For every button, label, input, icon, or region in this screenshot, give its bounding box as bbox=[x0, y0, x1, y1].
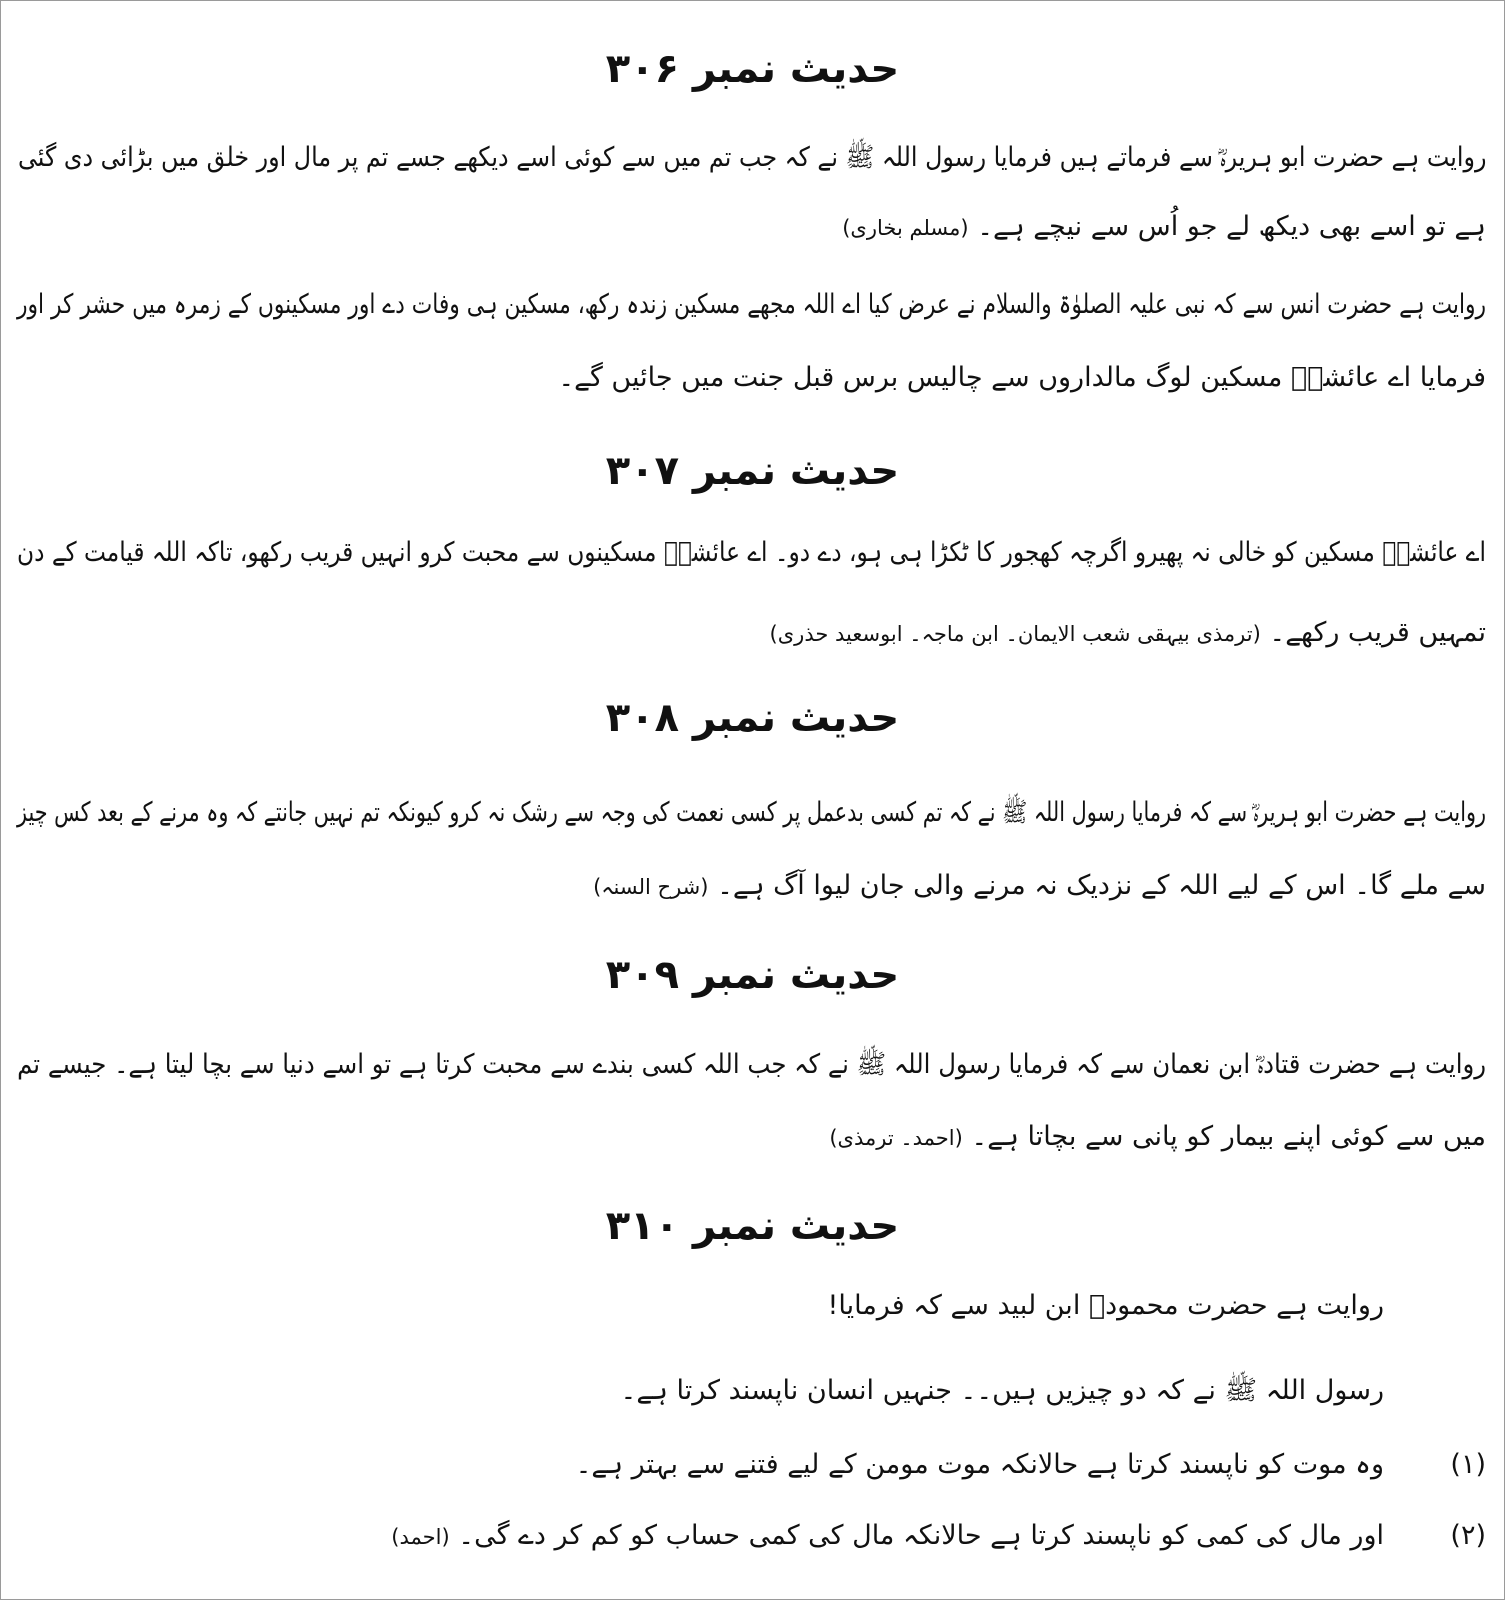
hadith-306-line-3: روایت ہے حضرت انس سے کہ نبی علیہ الصلوٰۃ والسلام نے عرض کیا اے اللہ مجھے مسکین زندہ رکھ، مسکین ہی وفات دے اور مسکینوں کے زمرہ میں حشر کر اور bbox=[16, 289, 1486, 320]
hadith-308-line-2 bbox=[593, 866, 1486, 907]
hadith-306-reference: (مسلم بخاری) bbox=[842, 216, 969, 240]
hadith-310-line-2: رسول اللہ ﷺ نے کہ دو چیزیں ہیں۔۔ جنہیں انسان ناپسند کرتا ہے۔ bbox=[620, 1375, 1384, 1406]
hadith-309-line-2 bbox=[829, 1117, 1486, 1158]
heading-hadith-306: حدیث نمبر ۳۰۶ bbox=[605, 46, 900, 92]
heading-hadith-310: حدیث نمبر ۳۱۰ bbox=[605, 1203, 900, 1249]
hadith-308-line-1: روایت ہے حضرت ابو ہریرہؓ سے کہ فرمایا رسول اللہ ﷺ نے کہ تم کسی بدعمل پر کسی نعمت کی وجہ سے رشک نہ کرو کیونکہ تم نہیں جانتے کہ وہ مرنے کے بعد کس چیز bbox=[17, 797, 1486, 828]
heading-hadith-307: حدیث نمبر ۳۰۷ bbox=[605, 448, 900, 494]
hadith-306-line-1: روایت ہے حضرت ابو ہریرہؓ سے فرماتے ہیں فرمایا رسول اللہ ﷺ نے کہ جب تم میں سے کوئی اسے دیکھے جسے تم پر مال اور خلق میں بڑائی دی گئی bbox=[17, 142, 1486, 173]
hadith-308-reference: (شرح السنہ) bbox=[593, 875, 709, 899]
hadith-306-line-4: فرمایا اے عائشہؓ مسکین لوگ مالداروں سے چالیس برس قبل جنت میں جائیں گے۔ bbox=[558, 362, 1486, 393]
hadith-307-line-2 bbox=[770, 613, 1486, 654]
hadith-309-line-1: روایت ہے حضرت قتادہؓ ابن نعمان سے کہ فرمایا رسول اللہ ﷺ نے کہ جب اللہ کسی بندے سے محبت کرتا ہے تو اسے دنیا سے بچا لیتا ہے۔ جیسے تم bbox=[17, 1049, 1486, 1080]
heading-hadith-308: حدیث نمبر ۳۰۸ bbox=[605, 695, 900, 741]
hadith-307-line-2-text: تمہیں قریب رکھے۔ bbox=[1269, 617, 1486, 648]
hadith-306-line-2 bbox=[842, 207, 1486, 248]
heading-hadith-309: حدیث نمبر ۳۰۹ bbox=[605, 952, 900, 998]
hadith-310-reference: (احمد) bbox=[391, 1525, 450, 1549]
hadith-307-reference: (ترمذی بیہقی شعب الایمان۔ ابن ماجہ۔ ابوسعید حذری) bbox=[769, 622, 1261, 646]
hadith-306-line-2-text: ہے تو اسے بھی دیکھ لے جو اُس سے نیچے ہے۔ bbox=[977, 211, 1486, 242]
hadith-310-item-2 bbox=[391, 1516, 1384, 1557]
hadith-310-item-1-text: وہ موت کو ناپسند کرتا ہے حالانکہ موت مومن کے لیے فتنے سے بہتر ہے۔ bbox=[575, 1449, 1384, 1480]
hadith-310-item-1-number: (۱) bbox=[1450, 1449, 1486, 1480]
hadith-309-reference: (احمد۔ ترمذی) bbox=[829, 1126, 963, 1150]
hadith-310-item-2-text: اور مال کی کمی کو ناپسند کرتا ہے حالانکہ مال کی کمی حساب کو کم کر دے گی۔ bbox=[458, 1520, 1384, 1551]
hadith-308-line-2-text: سے ملے گا۔ اس کے لیے اللہ کے نزدیک نہ مرنے والی جان لیوا آگ ہے۔ bbox=[717, 870, 1486, 901]
hadith-310-line-1: روایت ہے حضرت محمودؓ ابن لبید سے کہ فرمایا! bbox=[827, 1290, 1384, 1321]
hadith-310-item-2-number: (۲) bbox=[1450, 1520, 1486, 1551]
hadith-307-line-1: اے عائشہؓ مسکین کو خالی نہ پھیرو اگرچہ کھجور کا ٹکڑا ہی ہو، دے دو۔ اے عائشہؓ مسکینوں سے محبت کرو انہیں قریب رکھو، تاکہ اللہ قیامت کے دن bbox=[17, 537, 1486, 568]
hadith-309-line-2-text: میں سے کوئی اپنے بیمار کو پانی سے بچاتا ہے۔ bbox=[971, 1121, 1486, 1152]
